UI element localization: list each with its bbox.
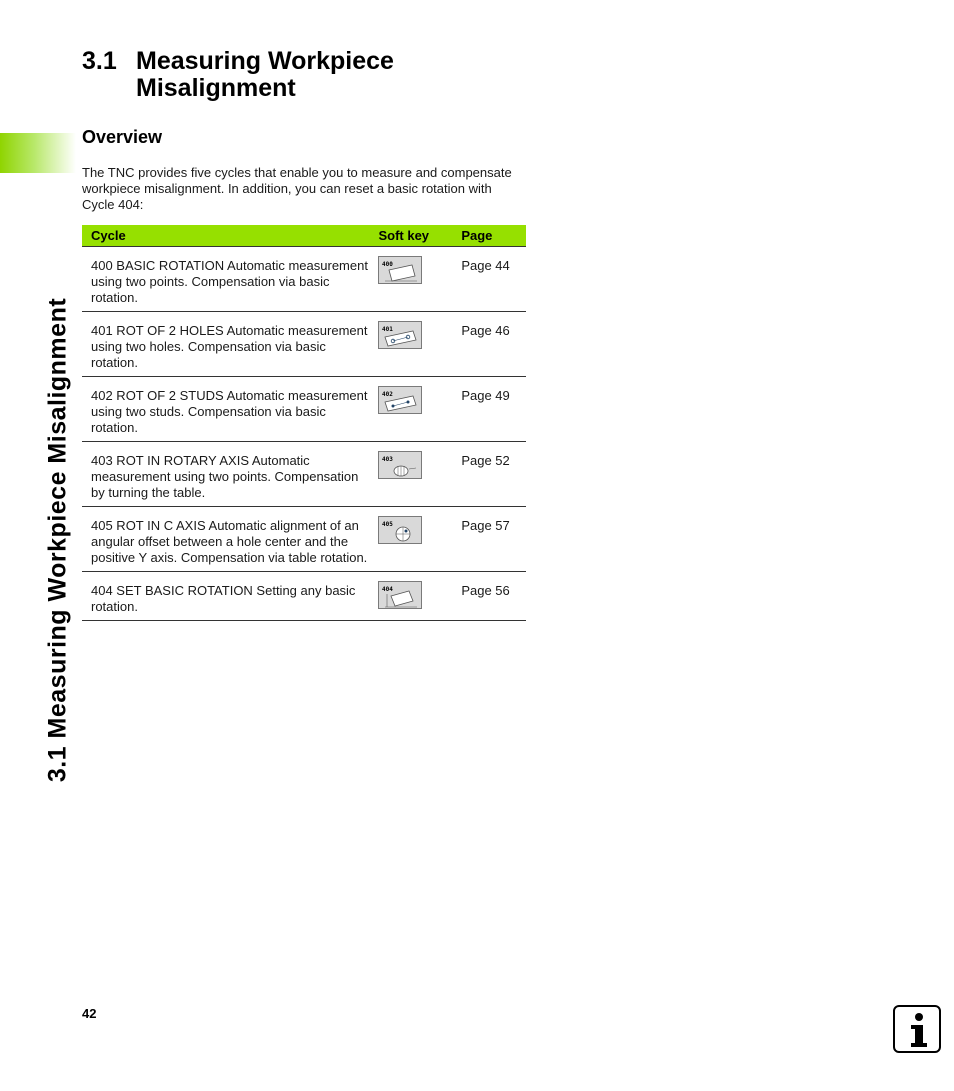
softkey-cell [369,247,452,312]
cycle-description: 400 BASIC ROTATION Automatic measurement using two points. Compensation via basic rotation. [91,258,368,305]
softkey-401-rot-2-holes-icon[interactable] [378,321,422,349]
section-title-text: Measuring Workpiece Misalignment [136,47,394,102]
page-reference[interactable]: Page 52 [461,453,510,468]
softkey-label: 401 [382,326,394,333]
header-soft-key: Soft key [369,225,452,247]
cycle-description: 402 ROT OF 2 STUDS Automatic measurement using two studs. Compensation via basic rotation. [91,388,368,435]
cycle-description: 404 SET BASIC ROTATION Setting any basic rotation. [91,583,356,614]
cycle-description: 403 ROT IN ROTARY AXIS Automatic measurement using two points. Compensation by turning the table. [91,453,359,500]
table-row [82,312,526,377]
softkey-405-c-axis-icon[interactable] [378,516,422,544]
page-reference[interactable]: Page 46 [461,323,510,338]
table-row [82,442,526,507]
softkey-label: 405 [382,521,394,528]
table-row [82,247,526,312]
softkey-cell [369,507,452,572]
softkey-label: 404 [382,586,394,593]
softkey-label: 400 [382,261,394,268]
info-icon [893,1005,941,1053]
cycle-description: 405 ROT IN C AXIS Automatic alignment of an angular offset between a hole center and the positive Y axis. Compensation via table rotation. [91,518,368,565]
softkey-label: 403 [382,456,394,463]
page-reference[interactable]: Page 44 [461,258,510,273]
table-header-row [82,225,526,247]
chapter-side-title: 3.1 Measuring Workpiece Misalignment [43,297,72,783]
table-row [82,572,526,621]
table-row [82,507,526,572]
intro-paragraph: The TNC provides five cycles that enable you to measure and compensate workpiece misalignment. In addition, you can reset a basic rotation with Cycle 404: [82,165,512,212]
page-number: 42 [82,1006,97,1021]
softkey-cell [369,572,452,621]
cycles-table [82,225,526,621]
softkey-400-basic-rotation-icon[interactable] [378,256,422,284]
header-page: Page [452,225,526,247]
page-reference[interactable]: Page 56 [461,583,510,598]
softkey-403-rotary-axis-icon[interactable] [378,451,422,479]
softkey-cell [369,442,452,507]
page-reference[interactable]: Page 49 [461,388,510,403]
page-title [82,48,466,102]
softkey-402-rot-2-studs-icon[interactable] [378,386,422,414]
softkey-cell [369,377,452,442]
chapter-tab-marker [0,133,76,173]
softkey-404-set-basic-rotation-icon[interactable] [378,581,422,609]
table-row [82,377,526,442]
overview-heading: Overview [82,127,163,147]
header-cycle: Cycle [82,225,369,247]
section-number: 3.1 [82,47,117,75]
cycle-description: 401 ROT OF 2 HOLES Automatic measurement using two holes. Compensation via basic rotation. [91,323,368,370]
softkey-label: 402 [382,391,394,398]
softkey-cell [369,312,452,377]
page-reference[interactable]: Page 57 [461,518,510,533]
